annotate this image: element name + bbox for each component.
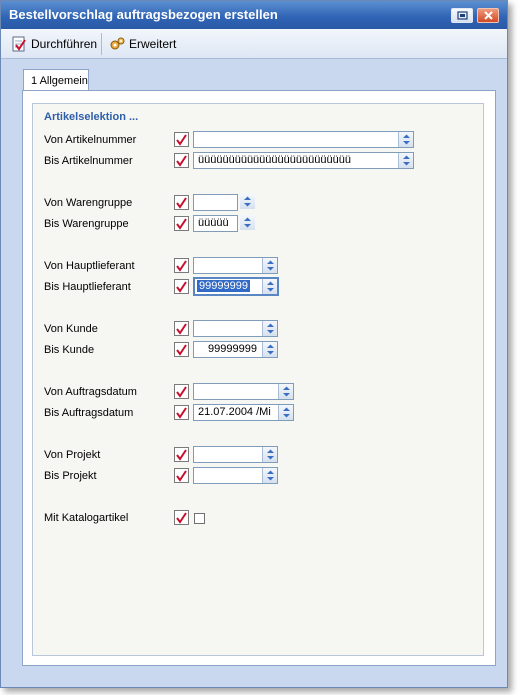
von-warengruppe-input[interactable] [193, 194, 238, 211]
check-icon[interactable] [174, 510, 189, 525]
check-icon[interactable] [174, 153, 189, 168]
title-bar[interactable] [1, 1, 507, 29]
von-artikelnummer-input[interactable] [193, 131, 414, 148]
label-bis-warengruppe: Bis Warengruppe [44, 218, 129, 230]
check-icon[interactable] [174, 405, 189, 420]
label-bis-kunde: Bis Kunde [44, 344, 95, 356]
label-von-auftragsdatum: Von Auftragsdatum [44, 386, 137, 398]
up-down-arrows-icon[interactable] [262, 279, 277, 294]
up-down-arrows-icon[interactable] [398, 132, 413, 147]
von-hauptlieferant-input[interactable] [193, 257, 278, 274]
label-von-hauptlieferant: Von Hauptlieferant [44, 260, 135, 272]
check-icon[interactable] [174, 447, 189, 462]
bis-warengruppe-input[interactable]: üüüüü [193, 215, 238, 232]
window-title: Bestellvorschlag auftragsbezogen erstellen [9, 7, 278, 22]
up-down-arrows-icon[interactable] [240, 215, 255, 230]
check-icon[interactable] [174, 342, 189, 357]
label-von-warengruppe: Von Warengruppe [44, 197, 133, 209]
von-kunde-input[interactable] [193, 320, 278, 337]
von-projekt-input[interactable] [193, 446, 278, 463]
close-icon [483, 11, 494, 21]
label-von-projekt: Von Projekt [44, 449, 101, 461]
up-down-arrows-icon[interactable] [262, 342, 277, 357]
extended-label: Erweitert [129, 37, 177, 51]
katalogartikel-checkbox[interactable] [194, 513, 205, 524]
up-down-arrows-icon[interactable] [278, 384, 293, 399]
restore-button[interactable] [451, 8, 473, 23]
bis-hauptlieferant-input[interactable]: 99999999 [193, 277, 279, 296]
close-button[interactable] [477, 8, 499, 23]
toolbar-separator [101, 33, 102, 55]
check-icon[interactable] [174, 321, 189, 336]
up-down-arrows-icon[interactable] [278, 405, 293, 420]
label-bis-auftragsdatum: Bis Auftragsdatum [44, 407, 134, 419]
von-warengruppe-spinner[interactable] [239, 194, 255, 211]
section-title: Artikelselektion ... [44, 111, 139, 123]
check-icon[interactable] [174, 258, 189, 273]
gear-icon [109, 36, 125, 52]
tab-allgemein[interactable]: 1 Allgemein [23, 69, 89, 91]
extended-button[interactable] [109, 35, 176, 53]
bis-projekt-input[interactable] [193, 467, 278, 484]
label-von-artikelnummer: Von Artikelnummer [44, 134, 137, 146]
up-down-arrows-icon[interactable] [262, 321, 277, 336]
selection-group [32, 103, 484, 656]
label-bis-artikelnummer: Bis Artikelnummer [44, 155, 133, 167]
up-down-arrows-icon[interactable] [262, 468, 277, 483]
label-mit-katalogartikel: Mit Katalogartikel [44, 512, 129, 524]
bis-auftragsdatum-input[interactable]: 21.07.2004 /Mi [193, 404, 294, 421]
check-icon[interactable] [174, 468, 189, 483]
bis-kunde-input[interactable]: 99999999 [193, 341, 278, 358]
check-icon[interactable] [174, 279, 189, 294]
up-down-arrows-icon[interactable] [240, 194, 255, 209]
run-label: Durchführen [31, 37, 98, 51]
label-bis-hauptlieferant: Bis Hauptlieferant [44, 281, 131, 293]
bis-warengruppe-spinner[interactable] [239, 215, 255, 232]
toolbar [1, 29, 507, 59]
up-down-arrows-icon[interactable] [398, 153, 413, 168]
check-icon[interactable] [174, 132, 189, 147]
bis-artikelnummer-input[interactable]: üüüüüüüüüüüüüüüüüüüüüüüüü [193, 152, 414, 169]
label-von-kunde: Von Kunde [44, 323, 98, 335]
label-bis-projekt: Bis Projekt [44, 470, 97, 482]
restore-icon [457, 11, 468, 20]
von-auftragsdatum-input[interactable] [193, 383, 294, 400]
run-button[interactable] [11, 35, 97, 53]
document-check-icon [11, 36, 27, 52]
check-icon[interactable] [174, 384, 189, 399]
up-down-arrows-icon[interactable] [262, 258, 277, 273]
check-icon[interactable] [174, 216, 189, 231]
up-down-arrows-icon[interactable] [262, 447, 277, 462]
check-icon[interactable] [174, 195, 189, 210]
